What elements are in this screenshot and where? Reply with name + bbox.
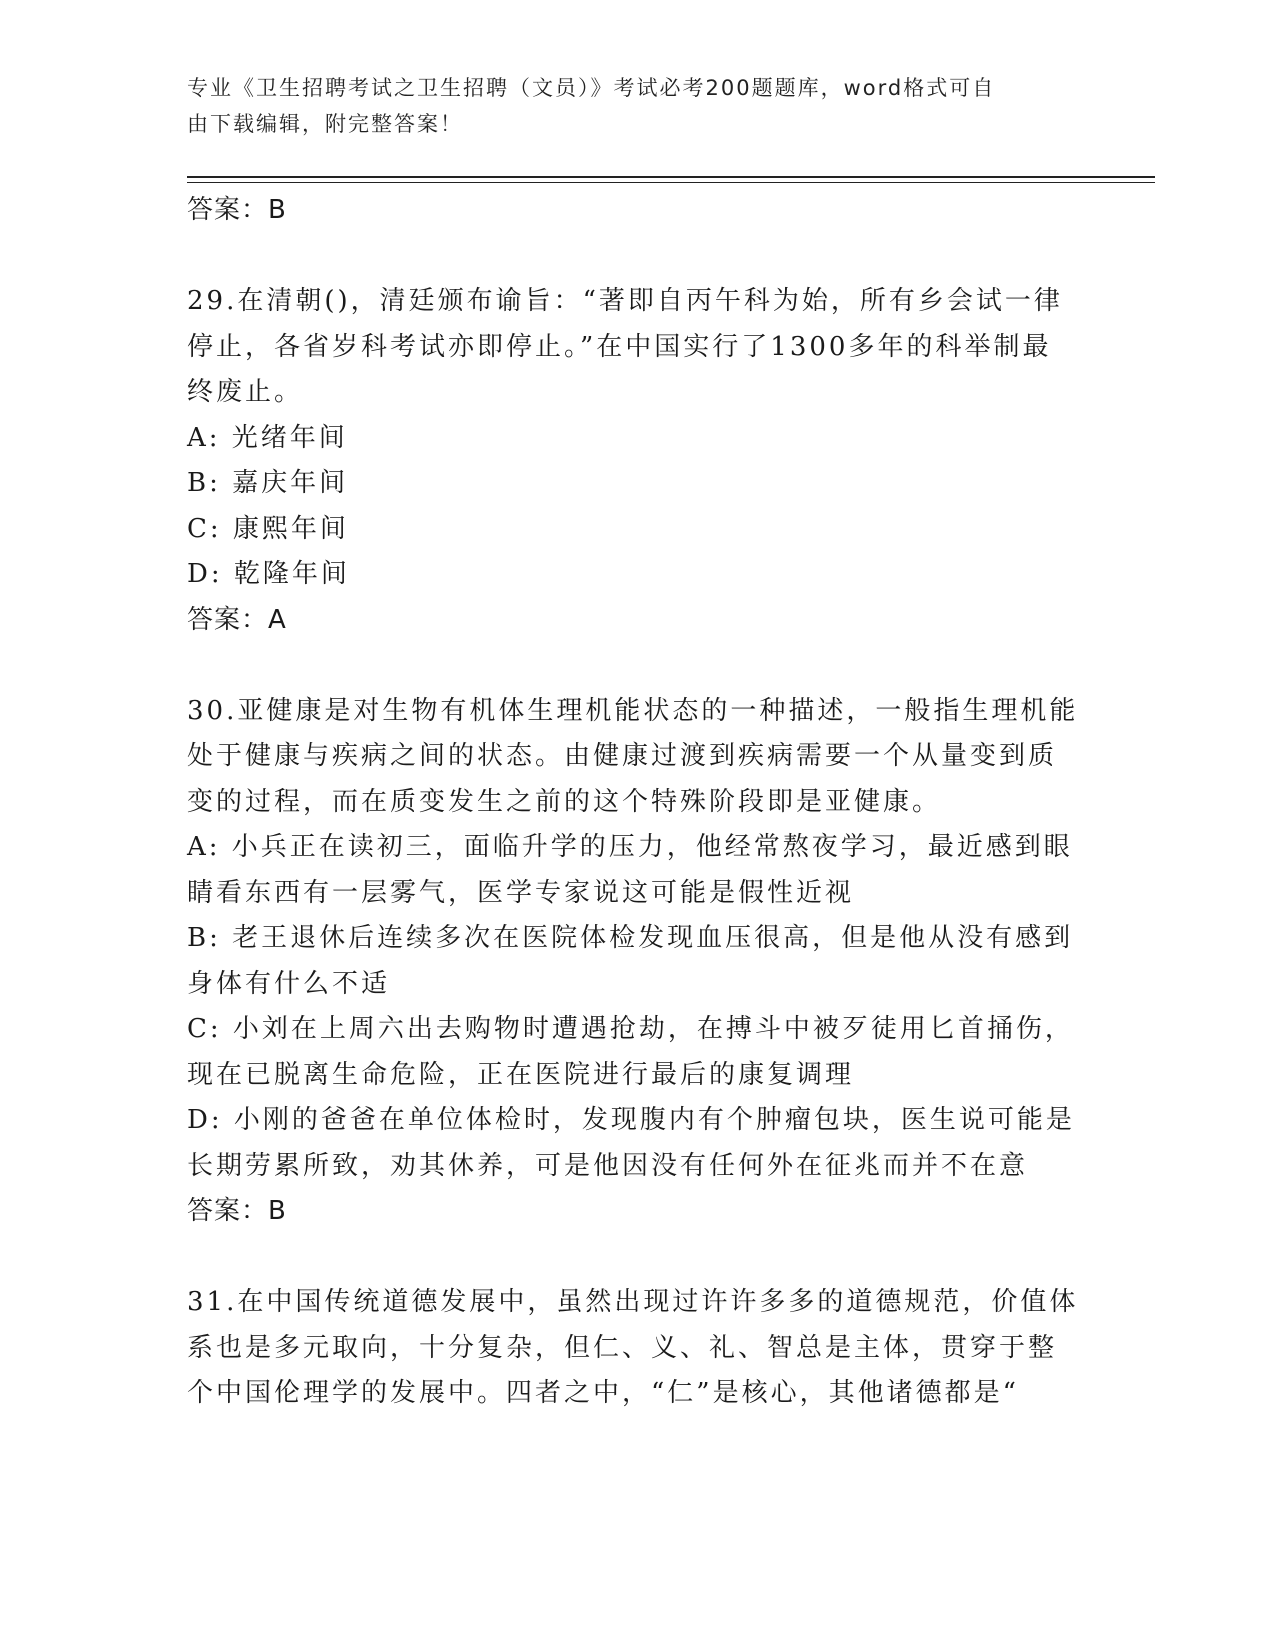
question-30-option-a-1: A: 小兵正在读初三，面临升学的压力，他经常熬夜学习，最近感到眼 xyxy=(187,832,1073,862)
question-29-option-b: B: 嘉庆年间 xyxy=(187,468,349,498)
question-30-option-c-2: 现在已脱离生命危险，正在医院进行最后的康复调理 xyxy=(187,1059,855,1090)
question-29-option-c: C: 康熙年间 xyxy=(187,513,349,544)
question-31-text-3: 个中国伦理学的发展中。四者之中，“仁”是核心，其他诸德都是“ xyxy=(187,1378,1019,1408)
question-31-text-1: 31.在中国传统道德发展中，虽然出现过许许多多的道德规范，价值体 xyxy=(187,1287,1079,1317)
header-divider-thick xyxy=(187,176,1155,178)
header-line-2: 由下载编辑，附完整答案！ xyxy=(187,112,463,136)
question-29-text-2: 停止，各省岁科考试亦即停止。”在中国实行了1300多年的科举制最 xyxy=(187,331,1052,362)
question-29-text-3: 终废止。 xyxy=(187,377,304,407)
header-line-1: 专业《卫生招聘考试之卫生招聘（文员）》考试必考200题题库，word格式可自 xyxy=(187,76,996,100)
question-29-answer: 答案：A xyxy=(187,604,287,635)
question-30 xyxy=(187,689,1087,1235)
question-30-option-c-1: C: 小刘在上周六出去购物时遭遇抢劫，在搏斗中被歹徒用匕首捅伤， xyxy=(187,1014,1074,1044)
document-header xyxy=(187,70,1087,142)
question-30-answer: 答案：B xyxy=(187,1196,287,1226)
question-30-option-d-2: 长期劳累所致，劝其休养，可是他因没有任何外在征兆而并不在意 xyxy=(187,1150,1029,1181)
question-29 xyxy=(187,279,1087,643)
question-30-text-3: 变的过程，而在质变发生之前的这个特殊阶段即是亚健康。 xyxy=(187,786,942,817)
question-30-option-a-2: 睛看东西有一层雾气，医学专家说这可能是假性近视 xyxy=(187,877,855,908)
previous-answer: 答案：B xyxy=(187,195,287,225)
header-divider-thin xyxy=(187,182,1155,183)
question-29-option-d: D: 乾隆年间 xyxy=(187,559,350,589)
question-30-option-b-2: 身体有什么不适 xyxy=(187,968,391,999)
question-29-text-1: 29.在清朝()，清廷颁布谕旨：“著即自丙午科为始，所有乡会试一律 xyxy=(187,286,1063,316)
question-31-text-2: 系也是多元取向，十分复杂，但仁、义、礼、智总是主体，贯穿于整 xyxy=(187,1332,1058,1363)
question-30-option-b-1: B: 老王退休后连续多次在医院体检发现血压很高，但是他从没有感到 xyxy=(187,923,1074,953)
question-30-text-2: 处于健康与疾病之间的状态。由健康过渡到疾病需要一个从量变到质 xyxy=(187,741,1058,771)
document-body xyxy=(187,188,1087,1417)
question-29-option-a: A: 光绪年间 xyxy=(187,422,348,453)
question-30-text-1: 30.亚健康是对生物有机体生理机能状态的一种描述，一般指生理机能 xyxy=(187,695,1079,726)
question-30-option-d-1: D: 小刚的爸爸在单位体检时，发现腹内有个肿瘤包块，医生说可能是 xyxy=(187,1105,1075,1135)
question-31 xyxy=(187,1280,1087,1417)
